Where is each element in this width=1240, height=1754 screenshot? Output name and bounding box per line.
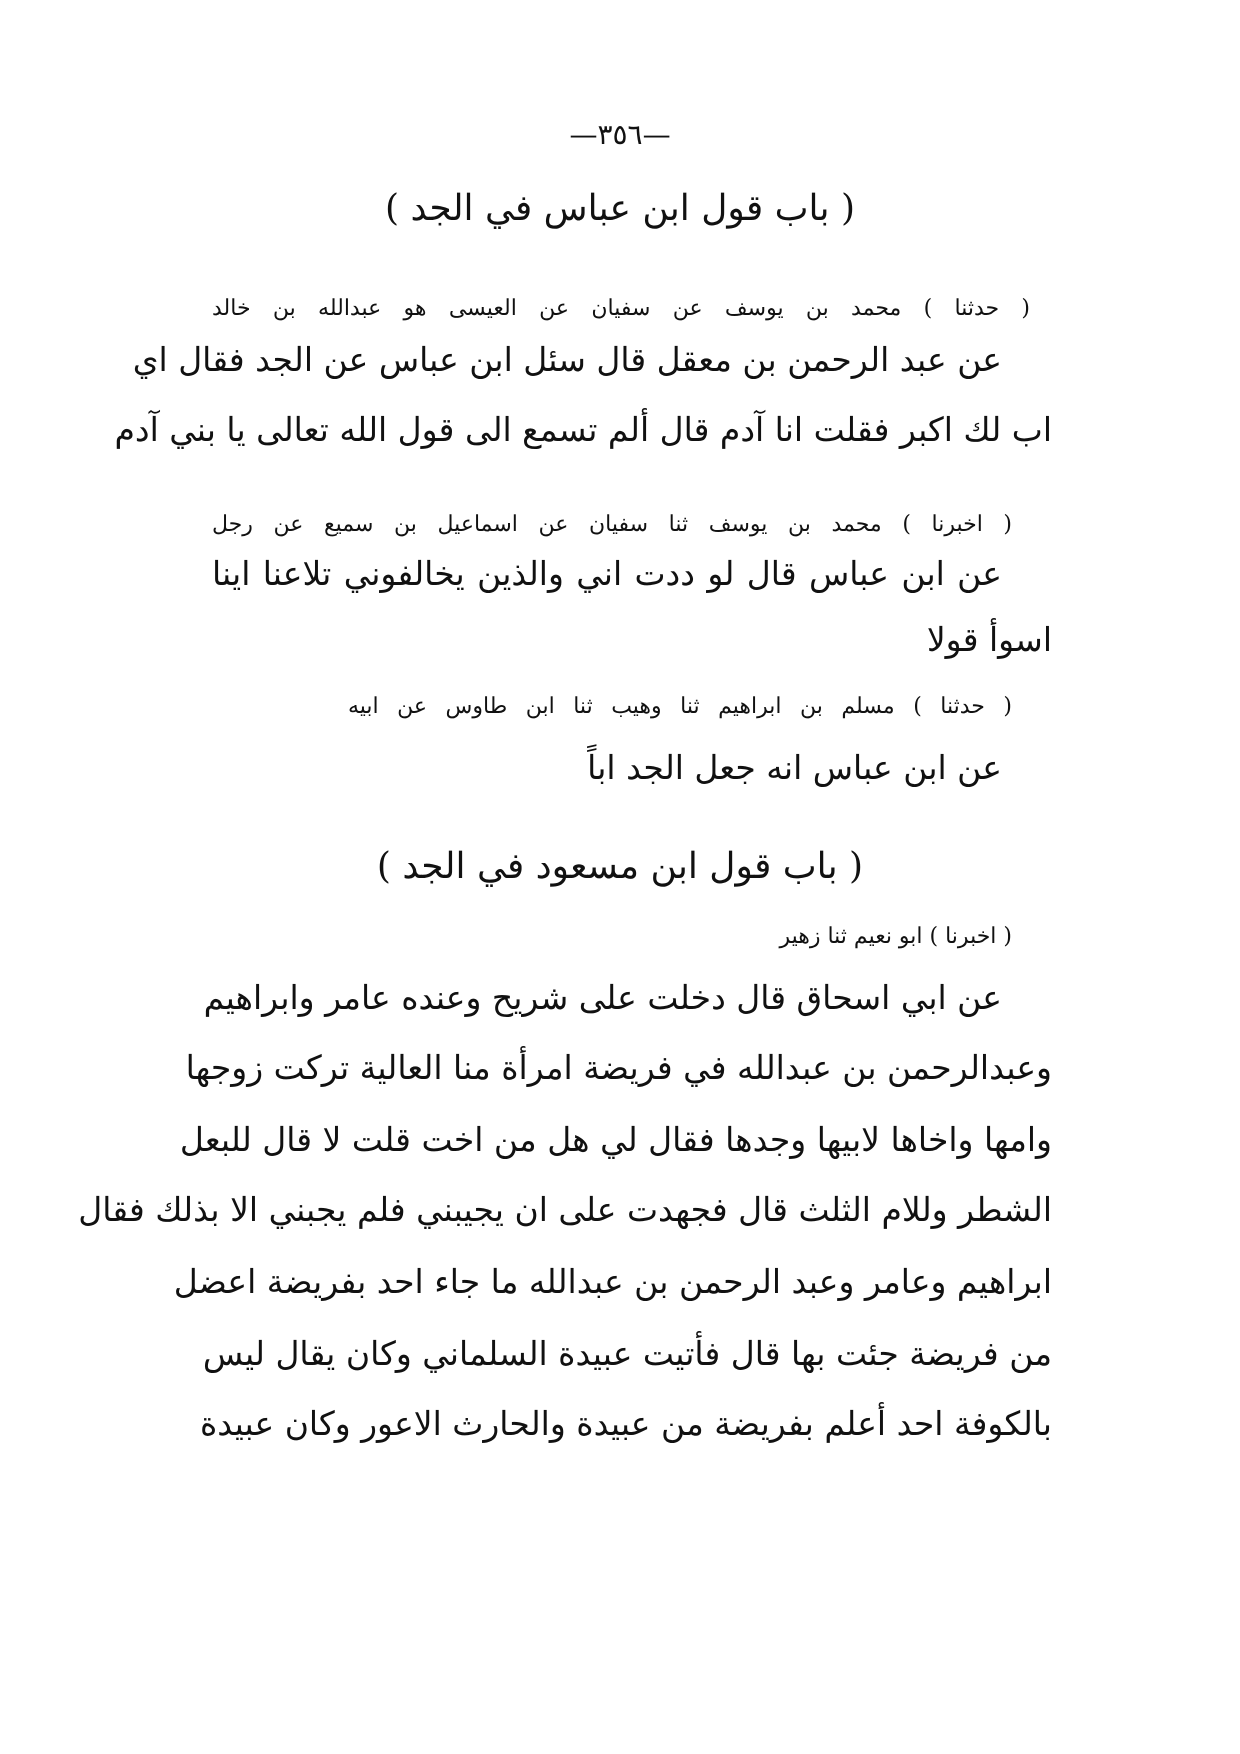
text-line: عن ابن عباس انه جعل الجد اباً: [587, 748, 1002, 787]
isnad-line: ( اخبرنا ) محمد بن يوسف ثنا سفيان عن اسماعيل بن سميع عن رجل: [212, 512, 1012, 537]
page-number: —٣٥٦—: [569, 118, 671, 151]
text-line: بالكوفة احد أعلم بفريضة من عبيدة والحارث الاعور وكان عبيدة: [199, 1404, 1052, 1443]
isnad-line: ( حدثنا ) محمد بن يوسف عن سفيان عن العيسى هو عبدالله بن خالد: [212, 296, 1030, 321]
text-line: وعبدالرحمن بن عبدالله في فريضة امرأة منا العالية تركت زوجها: [185, 1048, 1052, 1087]
section-heading: ( باب قول ابن مسعود في الجد ): [376, 846, 864, 887]
text-line: عن عبد الرحمن بن معقل قال سئل ابن عباس عن الجد فقال اي: [132, 340, 1002, 379]
text-line: الشطر وللام الثلث قال فجهدت على ان يجيبني فلم يجبني الا بذلك فقال: [78, 1190, 1052, 1229]
text-line: وامها واخاها لابيها وجدها فقال لي هل من اخت قلت لا قال للبعل: [179, 1120, 1052, 1159]
isnad-line: ( اخبرنا ) ابو نعيم ثنا زهير: [779, 924, 1012, 949]
section-heading: ( باب قول ابن عباس في الجد ): [384, 188, 856, 229]
text-line: اب لك اكبر فقلت انا آدم قال ألم تسمع الى قول الله تعالى يا بني آدم: [114, 410, 1052, 449]
text-line: من فريضة جئت بها قال فأتيت عبيدة السلماني وكان يقال ليس: [202, 1334, 1052, 1373]
text-line: عن ابن عباس قال لو ددت اني والذين يخالفوني تلاعنا اينا: [212, 554, 1002, 593]
text-line: عن ابي اسحاق قال دخلت على شريح وعنده عامر وابراهيم: [203, 978, 1002, 1017]
text-line: ابراهيم وعامر وعبد الرحمن بن عبدالله ما جاء احد بفريضة اعضل: [173, 1262, 1052, 1301]
isnad-line: ( حدثنا ) مسلم بن ابراهيم ثنا وهيب ثنا ابن طاوس عن ابيه: [348, 694, 1012, 719]
text-line: اسوأ قولا: [926, 620, 1052, 659]
